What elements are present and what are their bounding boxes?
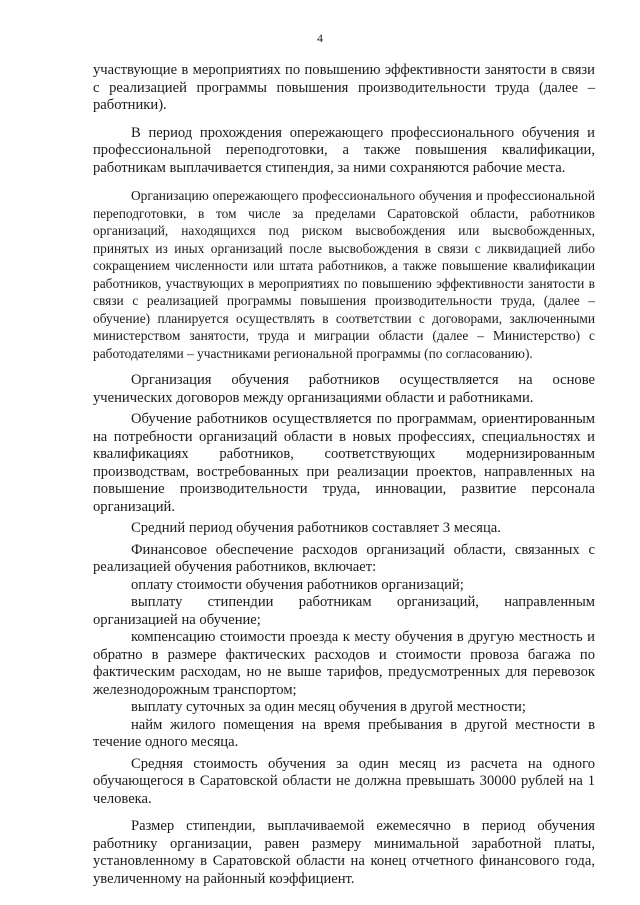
- paragraph-stipend-period: В период прохождения опережающего профессионального обучения и профессиональной переподготовки, а также повышения квалификации, работникам выплачивается стипендия, за ними сохраняются рабочие места.: [93, 124, 595, 176]
- page-number: 4: [317, 31, 323, 45]
- list-item-tuition: оплату стоимости обучения работников организаций;: [131, 576, 464, 593]
- list-item-housing: найм жилого помещения на время пребывания в другой местности в течение одного месяца.: [93, 716, 595, 750]
- document-body: [93, 62, 595, 888]
- list-item-stipend: выплату стипендии работникам организаций, направленным организацией на обучение;: [93, 594, 595, 628]
- paragraph-training-organization: Организацию опережающего профессионального обучения и профессиональной переподготовки, в том числе за пределами Саратовской области, работников организаций, находящихся под риском высвобождения или высвобожденных, принятых из иных организаций после высвобождения в связи с ликвидацией либо сокращением численности или штата работников, а также повышение квалификации работников, участвующих в мероприятиях по повышению эффективности занятости в связи с реализацией программы повышения производительности труда, (далее – обучение) планируется осуществлять в соответствии с договорами, заключенными министерством занятости, труда и миграции области (далее – Министерство) с работодателями – участниками региональной программы (по согласованию).: [93, 188, 595, 361]
- paragraph-stipend-amount: Размер стипендии, выплачиваемой ежемесячно в период обучения работнику организации, равен размеру минимальной заработной платы, установленному в Саратовской области на конец отчетного финансового года, увеличенному на районный коэффициент.: [93, 818, 595, 887]
- paragraph-average-period: Средний период обучения работников составляет 3 месяца.: [131, 520, 501, 536]
- paragraph-training-programs: Обучение работников осуществляется по программам, ориентированным на потребности организаций области в новых профессиях, специальностях и квалификациях работников, соответствующих модернизированным производствам, востребованных при реализации проектов, направленных на повышение производительности труда, инновации, развитие персонала организаций.: [93, 411, 595, 515]
- list-item-travel: компенсацию стоимости проезда к месту обучения в другую местность и обратно в размере фактических расходов и стоимости провоза багажа по фактическим расходам, но не выше тарифов, предусмотренных для перевозок железнодорожным транспортом;: [93, 629, 595, 698]
- paragraph-apprenticeship-contracts: Организация обучения работников осуществляется на основе ученических договоров между организациями области и работниками.: [93, 372, 595, 406]
- paragraph-financing-intro: Финансовое обеспечение расходов организаций области, связанных с реализацией обучения работников, включает:: [93, 541, 595, 575]
- list-item-per-diem: выплату суточных за один месяц обучения в другой местности;: [131, 699, 526, 715]
- paragraph-average-cost: Средняя стоимость обучения за один месяц из расчета на одного обучающегося в Саратовской области не должна превышать 30000 рублей на 1 человека.: [93, 755, 595, 807]
- paragraph-continuation: участвующие в мероприятиях по повышению эффективности занятости в связи с реализацией программы повышения производительности труда (далее – работники).: [93, 62, 595, 113]
